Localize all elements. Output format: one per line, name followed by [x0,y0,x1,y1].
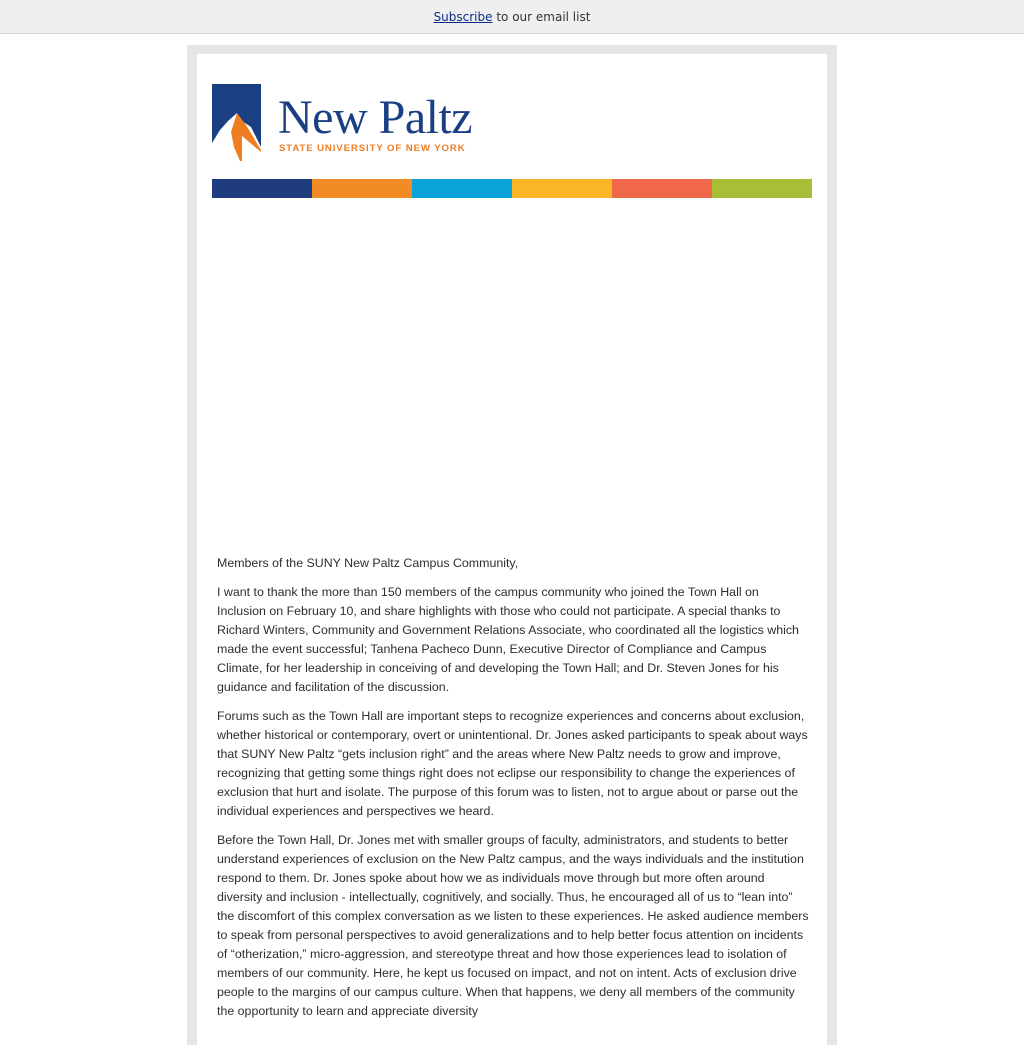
color-segment-coral [612,179,712,198]
color-segment-yellow [512,179,612,198]
email-body [197,54,827,1054]
subscribe-banner-text: to our email list [492,10,591,24]
color-segment-green [712,179,812,198]
letter-paragraph-1: I want to thank the more than 150 members of the campus community who joined the Town Hall on Inclusion on February 10, and share highlights with those who could not participate. A special thanks to Richard Winters, Community and Government Relations Associate, who coordinated all the logistics which made the event successful; Tanhena Pacheco Dunn, Executive Director of Compliance and Campus Climate, for her leadership in conceiving of and developing the Town Hall; and Dr. Steven Jones for his guidance and facilitation of the discussion. [217,585,799,694]
color-segment-navy [212,179,312,198]
brand-color-bar [212,179,812,198]
letter-salutation: Members of the SUNY New Paltz Campus Community, [217,556,519,570]
color-segment-cyan [412,179,512,198]
logo-tagline: STATE UNIVERSITY OF NEW YORK [279,143,466,154]
subscribe-link[interactable]: Subscribe [433,10,493,24]
email-frame [187,45,837,1045]
logo-wordmark: New Paltz [278,91,473,144]
hero-image-placeholder [212,214,812,544]
letter-paragraph-2: Forums such as the Town Hall are important steps to recognize experiences and concerns about exclusion, whether historical or contemporary, overt or unintentional. Dr. Jones asked participants to speak about ways that SUNY New Paltz “gets inclusion right” and the areas where New Paltz needs to grow and improve, recognizing that getting some things right does not eclipse our responsibility to change the experiences of exclusion that hurt and isolate. The purpose of this forum was to listen, not to argue about or parse out the individual experiences and perspectives we heard. [217,709,808,818]
subscribe-banner [0,0,1024,34]
letter-content [217,554,809,1031]
new-paltz-logo[interactable] [212,84,492,164]
new-paltz-emblem-icon [212,84,262,161]
letter-paragraph-3: Before the Town Hall, Dr. Jones met with smaller groups of faculty, administrators, and students to better understand experiences of exclusion on the New Paltz campus, and the ways individuals and the institution respond to them. Dr. Jones spoke about how we as individuals move through but more often around diversity and inclusion - intellectually, cognitively, and socially. Thus, he encouraged all of us to “lean into” the discomfort of this complex conversation as we listen to these experiences. He asked audience members to speak from personal perspectives to avoid generalizations and to help better focus attention on incidents of “otherization,” micro-aggression, and stereotype threat and how those experiences lead to isolation of members of our community. Here, he kept us focused on impact, and not on intent. Acts of exclusion drive people to the margins of our campus culture. When that happens, we deny all members of the community the opportunity to learn and appreciate diversity [217,833,809,1018]
color-segment-orange [312,179,412,198]
